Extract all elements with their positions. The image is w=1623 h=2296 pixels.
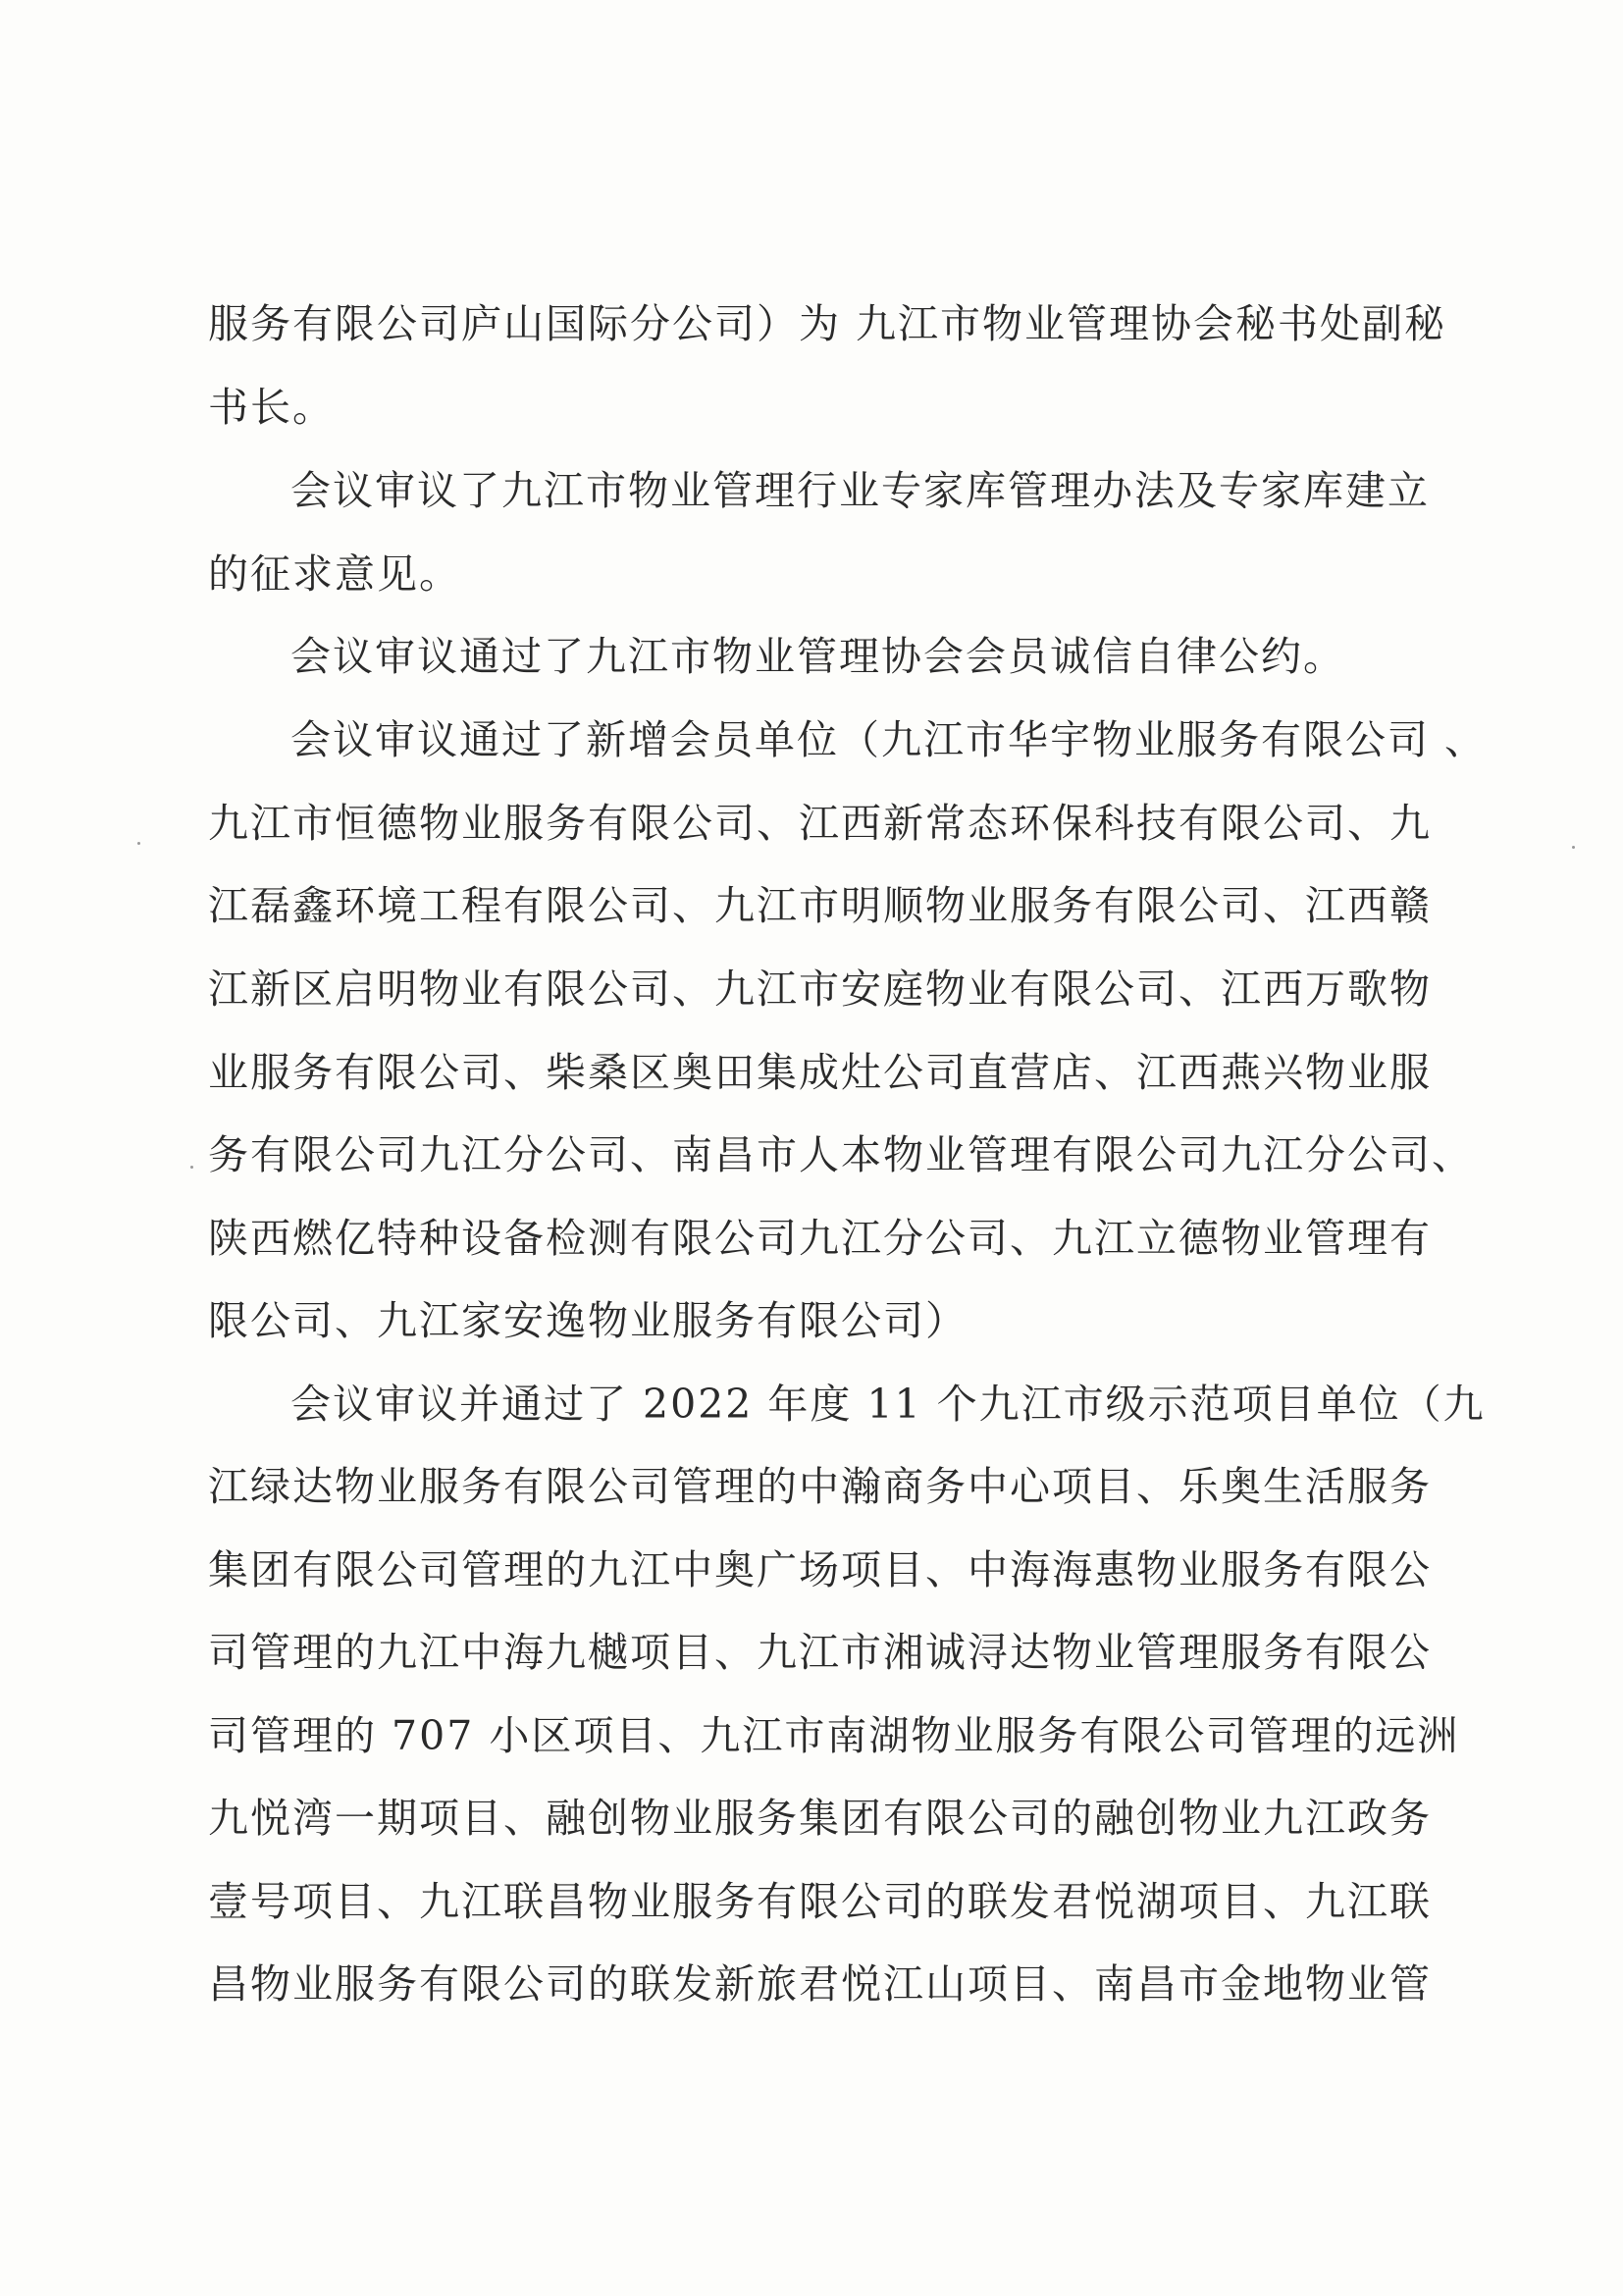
text-line: 陕西燃亿特种设备检测有限公司九江分公司、九江立德物业管理有 xyxy=(208,1215,1432,1262)
text-line: 司管理的九江中海九樾项目、九江市湘诚浔达物业管理服务有限公 xyxy=(208,1629,1432,1676)
text-line: 集团有限公司管理的九江中奥广场项目、中海海惠物业服务有限公 xyxy=(208,1546,1432,1593)
text-line: 会议审议通过了新增会员单位（九江市华宇物业服务有限公司 、 xyxy=(290,716,1488,763)
scan-speck xyxy=(137,842,140,845)
text-line: 限公司、九江家安逸物业服务有限公司） xyxy=(208,1297,968,1344)
text-line: 江磊鑫环境工程有限公司、九江市明顺物业服务有限公司、江西赣 xyxy=(208,882,1432,929)
text-line: 务有限公司九江分公司、南昌市人本物业管理有限公司九江分公司、 xyxy=(208,1131,1474,1178)
text-line: 九悦湾一期项目、融创物业服务集团有限公司的融创物业九江政务 xyxy=(208,1795,1432,1842)
text-line: 壹号项目、九江联昌物业服务有限公司的联发君悦湖项目、九江联 xyxy=(208,1878,1432,1925)
text-line: 江新区启明物业有限公司、九江市安庭物业有限公司、江西万歌物 xyxy=(208,965,1432,1013)
text-line: 会议审议并通过了 2022 年度 11 个九江市级示范项目单位（九 xyxy=(290,1381,1486,1428)
text-line: 昌物业服务有限公司的联发新旅君悦江山项目、南昌市金地物业管 xyxy=(208,1960,1432,2008)
text-line: 服务有限公司庐山国际分公司）为 九江市物业管理协会秘书处副秘 xyxy=(208,300,1447,347)
text-line: 江绿达物业服务有限公司管理的中瀚商务中心项目、乐奥生活服务 xyxy=(208,1463,1432,1510)
text-line: 司管理的 707 小区项目、九江市南湖物业服务有限公司管理的远洲 xyxy=(208,1712,1460,1759)
text-line: 会议审议了九江市物业管理行业专家库管理办法及专家库建立 xyxy=(290,467,1430,514)
text-line: 的征求意见。 xyxy=(208,550,461,598)
text-line: 九江市恒德物业服务有限公司、江西新常态环保科技有限公司、九 xyxy=(208,800,1432,847)
scan-speck xyxy=(190,1166,193,1169)
text-line: 书长。 xyxy=(208,384,335,431)
text-line: 会议审议通过了九江市物业管理协会会员诚信自律公约。 xyxy=(290,633,1345,680)
text-line: 业服务有限公司、柴桑区奥田集成灶公司直营店、江西燕兴物业服 xyxy=(208,1049,1432,1096)
scan-speck xyxy=(1572,846,1575,849)
